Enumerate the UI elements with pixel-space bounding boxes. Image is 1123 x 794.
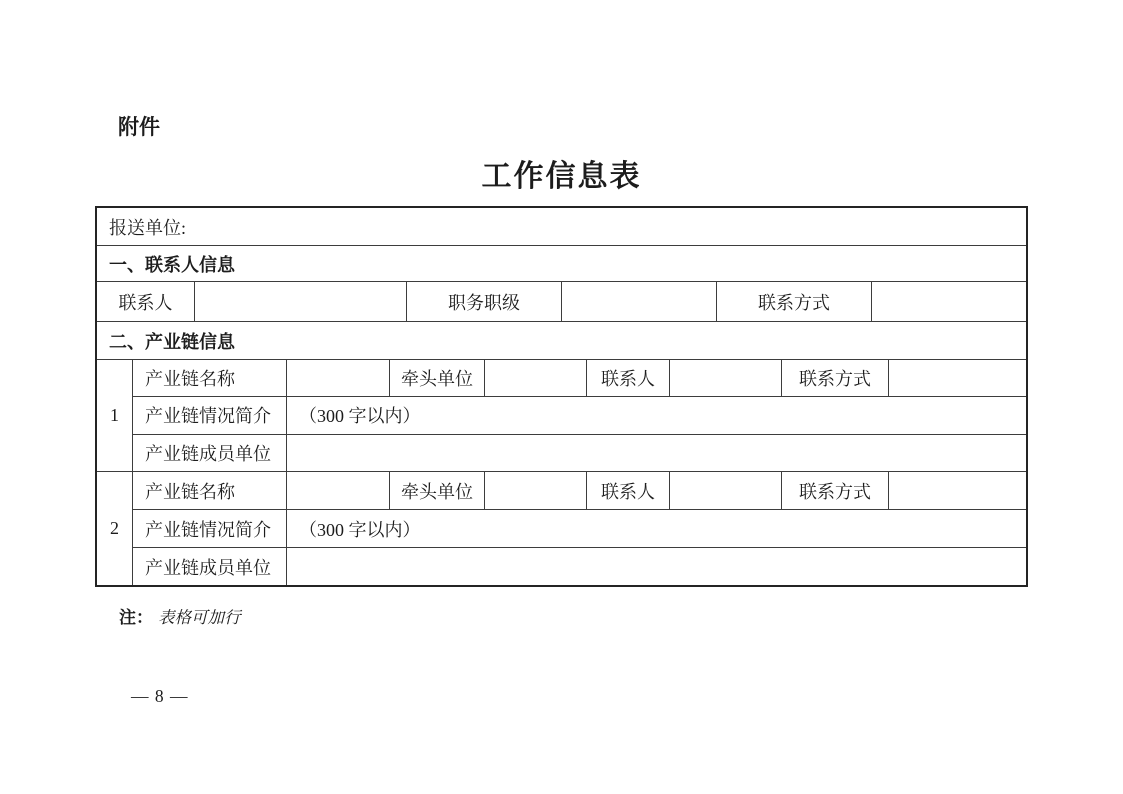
lead-unit-value-cell [485,360,587,396]
chain-contact-method-value-cell [889,472,1026,509]
block-1-index: 1 [97,360,133,471]
chain-name-label: 产业链名称 [133,472,287,509]
chain-contact-value-cell [670,472,782,509]
work-info-table [95,206,1028,587]
chain-name-value-cell [287,472,390,509]
section2-header: 二、产业链信息 [109,331,235,352]
industry-chain-block-2 [97,472,1026,585]
block-1-brief-row [133,397,1026,434]
chain-contact-method-value-cell [889,360,1026,396]
block-2-members-row [133,548,1026,585]
block-2-name-row [133,472,1026,510]
page-title: 工作信息表 [481,160,642,193]
industry-chain-block-1 [97,360,1026,472]
contact-method-label: 联系方式 [717,282,872,321]
chain-name-label: 产业链名称 [133,360,287,396]
chain-members-label: 产业链成员单位 [133,548,287,585]
reporting-unit-row [97,208,1026,246]
attachment-label: 附件 [118,116,160,139]
chain-members-value-cell [287,435,1026,471]
chain-contact-value-cell [670,360,782,396]
lead-unit-label: 牵头单位 [390,360,485,396]
section1-header: 一、联系人信息 [109,254,235,275]
chain-brief-label: 产业链情况简介 [133,397,287,433]
contact-method-value-cell [872,282,1026,321]
block-2-brief-row [133,510,1026,548]
table-note [119,608,241,628]
contact-info-row [97,282,1026,322]
block-1-name-row [133,360,1026,397]
contact-name-label: 联系人 [97,282,195,321]
note-text: 表格可加行 [158,608,241,627]
block-2-index: 2 [97,472,133,585]
chain-contact-label: 联系人 [587,472,670,509]
reporting-unit-label: 报送单位: [109,217,187,238]
position-rank-value-cell [562,282,717,321]
chain-contact-method-label: 联系方式 [782,360,889,396]
block-1-members-row [133,435,1026,471]
page-number: — 8 — [131,686,189,706]
contact-name-value-cell [195,282,407,321]
chain-brief-label: 产业链情况简介 [133,510,287,547]
section1-header-row [97,246,1026,282]
position-rank-label: 职务职级 [407,282,562,321]
section2-header-row [97,322,1026,360]
chain-brief-hint: （300 字以内） [299,519,421,540]
chain-contact-method-label: 联系方式 [782,472,889,509]
lead-unit-value-cell [485,472,587,509]
chain-members-label: 产业链成员单位 [133,435,287,471]
chain-contact-label: 联系人 [587,360,670,396]
chain-name-value-cell [287,360,390,396]
chain-brief-hint: （300 字以内） [299,406,421,427]
lead-unit-label: 牵头单位 [390,472,485,509]
chain-members-value-cell [287,548,1026,585]
note-prefix: 注： [119,608,153,627]
